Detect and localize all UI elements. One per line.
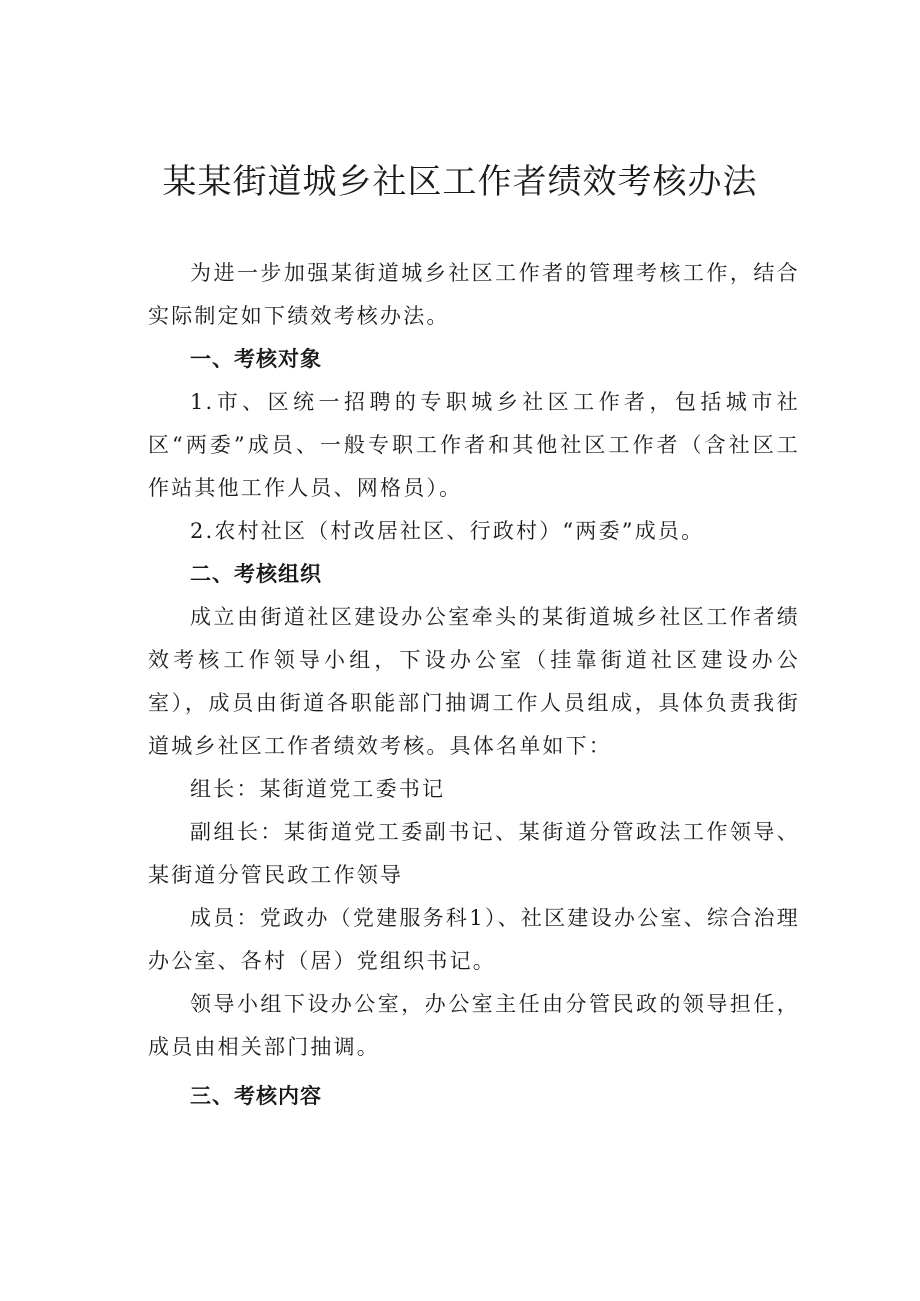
- paragraph-target-item-1: 1.市、区统一招聘的专职城乡社区工作者，包括城市社区“两委”成员、一般专职工作者和其他社区工作者（含社区工作站其他工作人员、网格员）。: [148, 390, 800, 500]
- paragraph-group-leader: 组长：某街道党工委书记: [190, 777, 446, 801]
- paragraph-members: 成员：党政办（党建服务科1）、社区建设办公室、综合治理办公室、各村（居）党组织书记。: [148, 906, 800, 973]
- paragraph-organization: 成立由街道社区建设办公室牵头的某街道城乡社区工作者绩效考核工作领导小组，下设办公室（挂靠街道社区建设办公室），成员由街道各职能部门抽调工作人员组成，具体负责我街道城乡社区工作者绩效考核。具体名单如下：: [148, 605, 800, 758]
- section-heading-assessment-organization: 二、考核组织: [190, 562, 322, 586]
- paragraph-deputy-leader: 副组长：某街道党工委副书记、某街道分管政法工作领导、某街道分管民政工作领导: [148, 820, 800, 887]
- document-body: [148, 252, 800, 1118]
- intro-paragraph: 为进一步加强某街道城乡社区工作者的管理考核工作，结合实际制定如下绩效考核办法。: [148, 261, 800, 328]
- section-heading-assessment-content: 三、考核内容: [190, 1084, 322, 1108]
- paragraph-target-item-2: 2.农村社区（村改居社区、行政村）“两委”成员。: [190, 519, 705, 543]
- paragraph-office: 领导小组下设办公室，办公室主任由分管民政的领导担任，成员由相关部门抽调。: [148, 992, 800, 1059]
- section-heading-assessment-targets: 一、考核对象: [190, 347, 322, 371]
- document-title: 某某街道城乡社区工作者绩效考核办法: [162, 162, 758, 202]
